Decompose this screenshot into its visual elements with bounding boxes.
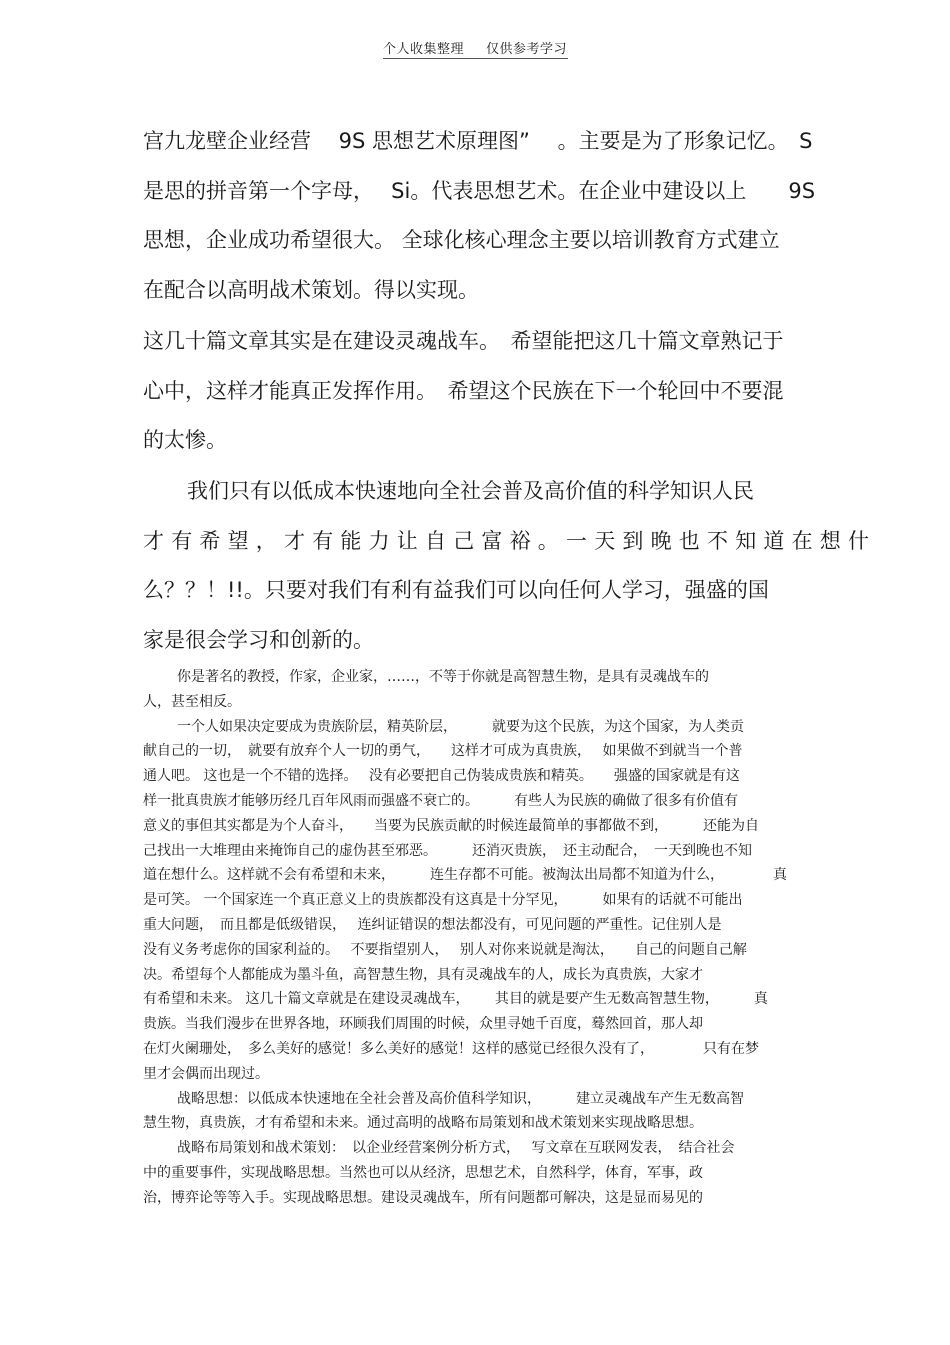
- body-small-text: [143, 665, 823, 1211]
- text-line: 样一批真贵族才能够历经几百年风雨而强盛不衰亡的。 有些人为民族的确做了很多有价值有: [143, 792, 738, 809]
- text-line: 己找出一大堆理由来掩饰自己的虚伪甚至邪恶。 还消灭贵族， 还主动配合， 一天到晚也不知: [143, 842, 752, 859]
- text-line: 心中，这样才能真正发挥作用。 希望这个民族在下一个轮回中不要混: [143, 378, 784, 403]
- header-underline: [383, 58, 568, 59]
- text-line: 的太惨。: [143, 428, 227, 452]
- text-line: 通人吧。 这也是一个不错的选择。 没有必要把自己伪装成贵族和精英。 强盛的国家就是有这: [143, 768, 740, 785]
- text-line: 慧生物，真贵族，才有希望和未来。通过高明的战略布局策划和战术策划来实现战略思想。: [143, 1115, 703, 1132]
- paragraph-soul-chariot: [143, 317, 823, 466]
- text-line: 决。希望每个人都能成为墨斗鱼，高智慧生物，具有灵魂战车的人，成长为真贵族，大家才: [143, 966, 703, 983]
- text-line: 是思的拼音第一个字母， Si。代表思想艺术。在企业中建设以上 9S: [143, 178, 816, 203]
- text-line: 里才会偶而出现过。: [143, 1065, 269, 1082]
- text-line: 献自己的一切， 就要有放弃个人一切的勇气， 这样才可成为真贵族， 如果做不到就当一个普: [143, 743, 743, 760]
- text-line: 么？？！!!。只要对我们有利有益我们可以向任何人学习，强盛的国: [143, 578, 769, 602]
- text-line: 是可笑。 一个国家连一个真正意义上的贵族都没有这真是十分罕见， 如果有的话就不可能出: [143, 892, 743, 909]
- text-line: 重大问题， 而且都是低级错误， 连纠证错误的想法都没有，可见问题的严重性。记住别人是: [143, 916, 722, 933]
- page-header: [383, 38, 567, 57]
- text-line: 家是很会学习和创新的。: [143, 627, 374, 652]
- text-line: 有希望和未来。 这几十篇文章就是在建设灵魂战车， 其目的就是要产生无数高智慧生物， 真: [143, 991, 768, 1008]
- text-line: 宫九龙壁企业经营 9S 思想艺术原理图” 。主要是为了形象记忆。 S: [143, 129, 813, 153]
- text-line: 战略布局策划和战术策划： 以企业经营案例分析方式， 写文章在互联网发表， 结合社会: [177, 1140, 735, 1157]
- text-line: 治，博弈论等等入手。实现战略思想。建设灵魂战车，所有问题都可解决，这是显而易见的: [143, 1189, 703, 1206]
- text-line: 才有希望，才有能力让自己富裕。一天到晚也不知道在想什: [143, 528, 877, 553]
- header-right-text: 仅供参考学习: [486, 42, 568, 57]
- text-line: 在灯火阑珊处， 多么美好的感觉！多么美好的感觉！这样的感觉已经很久没有了， 只有在梦: [143, 1040, 759, 1057]
- paragraph-knowledge: [143, 467, 877, 665]
- header-left-text: 个人收集整理: [383, 42, 465, 57]
- text-line: 我们只有以低成本快速地向全社会普及高价值的科学知识人民: [187, 479, 754, 503]
- text-line: 这几十篇文章其实是在建设灵魂战车。 希望能把这几十篇文章熟记于: [143, 329, 784, 353]
- text-line: 道在想什么。这样就不会有希望和未来， 连生存都不可能。被淘汰出局都不知道为什么， 真: [143, 867, 787, 884]
- text-line: 中的重要事件，实现战略思想。当然也可以从经济，思想艺术，自然科学，体育，军事，政: [143, 1164, 703, 1181]
- text-line: 人，甚至相反。: [143, 693, 241, 710]
- text-line: 思想，企业成功希望很大。 全球化核心理念主要以培训教育方式建立: [143, 228, 780, 252]
- text-line: 你是著名的教授，作家，企业家，……，不等于你就是高智慧生物，是具有灵魂战车的: [177, 669, 709, 685]
- text-line: 没有义务考虑你的国家利益的。 不要指望别人， 别人对你来说就是淘汰， 自己的问题自己解: [143, 941, 747, 958]
- text-line: 在配合以高明战术策划。得以实现。: [143, 277, 479, 302]
- text-line: 意义的事但其实都是为个人奋斗， 当要为民族贡献的时候连最简单的事都做不到， 还能为自: [143, 817, 759, 834]
- text-line: 战略思想：以低成本快速地在全社会普及高价值科学知识， 建立灵魂战车产生无数高智: [177, 1090, 744, 1107]
- paragraph-9s-intro: [143, 117, 823, 315]
- text-line: 一个人如果决定要成为贵族阶层，精英阶层， 就要为这个民族，为这个国家，为人类贡: [177, 718, 744, 735]
- text-line: 贵族。当我们漫步在世界各地，环顾我们周围的时候，众里寻她千百度，蓦然回首，那人却: [143, 1016, 703, 1033]
